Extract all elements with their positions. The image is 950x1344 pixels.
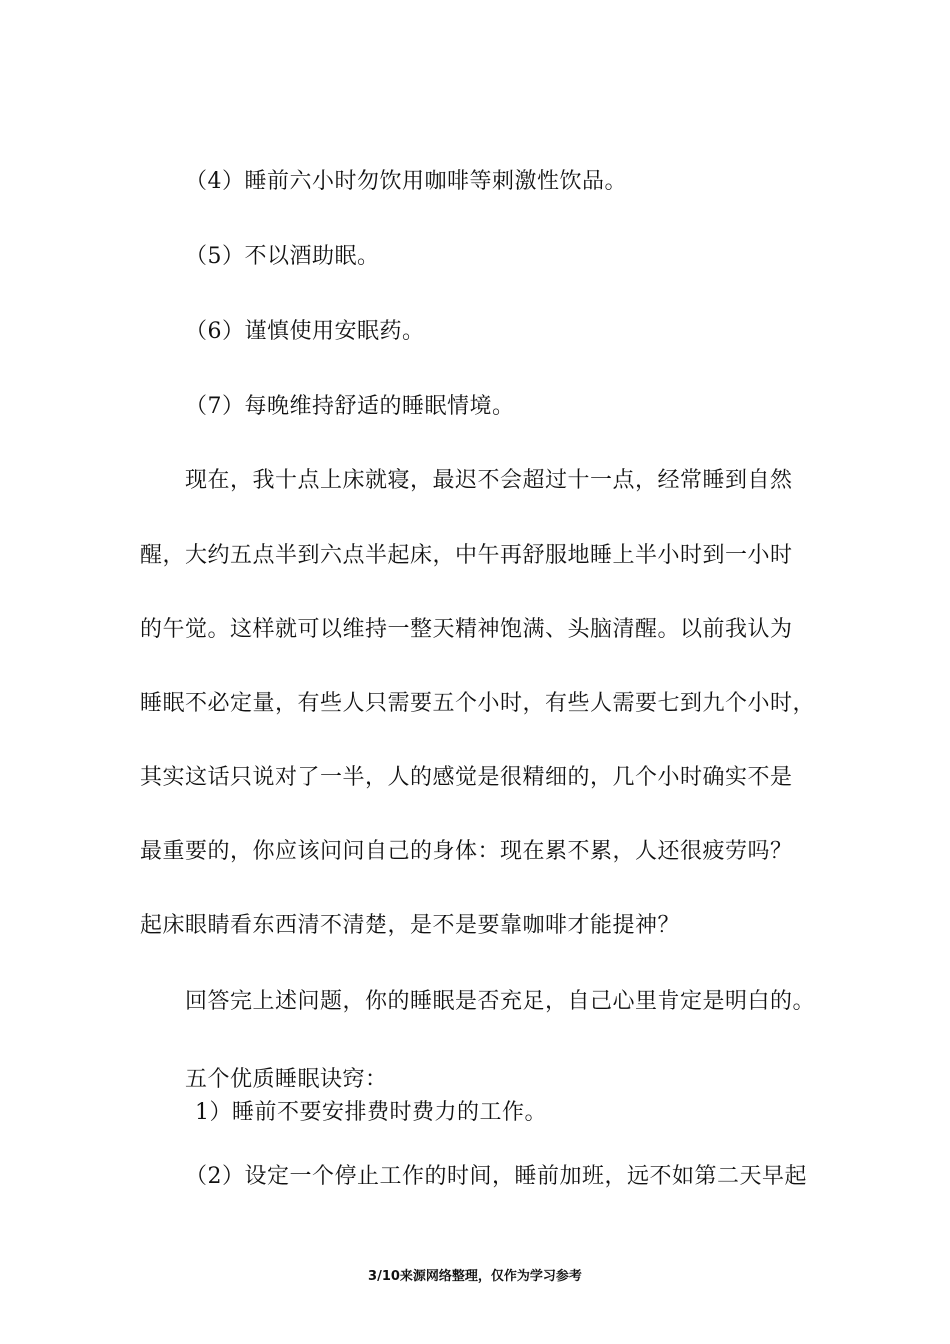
list-item-7: （7）每晚维持舒适的睡眠情境。: [185, 394, 515, 419]
paragraph-line: 起床眼睛看东西清不清楚，是不是要靠咖啡才能提神？: [140, 913, 681, 938]
list-item-4: （4）睡前六小时勿饮用咖啡等刺激性饮品。: [185, 169, 627, 194]
paragraph-line: 睡眠不必定量，有些人只需要五个小时，有些人需要七到九个小时，: [140, 691, 816, 716]
paragraph-line: 的午觉。这样就可以维持一整天精神饱满、头脑清醒。以前我认为: [140, 617, 793, 642]
paragraph-conclusion: 回答完上述问题，你的睡眠是否充足，自己心里肯定是明白的。: [185, 989, 816, 1014]
paragraph-line: 醒，大约五点半到六点半起床，中午再舒服地睡上半小时到一小时: [140, 543, 793, 568]
page-footer: 3/10来源网络整理，仅作为学习参考: [368, 1269, 582, 1284]
tip-item-2: （2）设定一个停止工作的时间，睡前加班，远不如第二天早起: [185, 1164, 807, 1189]
list-item-6: （6）谨慎使用安眠药。: [185, 319, 425, 344]
tips-heading: 五个优质睡眠诀窍：: [185, 1067, 388, 1092]
paragraph-line: 现在，我十点上床就寝，最迟不会超过十一点，经常睡到自然: [185, 468, 793, 493]
tip-item-1: 1）睡前不要安排费时费力的工作。: [195, 1100, 547, 1125]
paragraph-line: 最重要的，你应该问问自己的身体：现在累不累，人还很疲劳吗？: [140, 839, 793, 864]
list-item-5: （5）不以酒助眠。: [185, 244, 380, 269]
paragraph-line: 其实这话只说对了一半，人的感觉是很精细的，几个小时确实不是: [140, 765, 793, 790]
